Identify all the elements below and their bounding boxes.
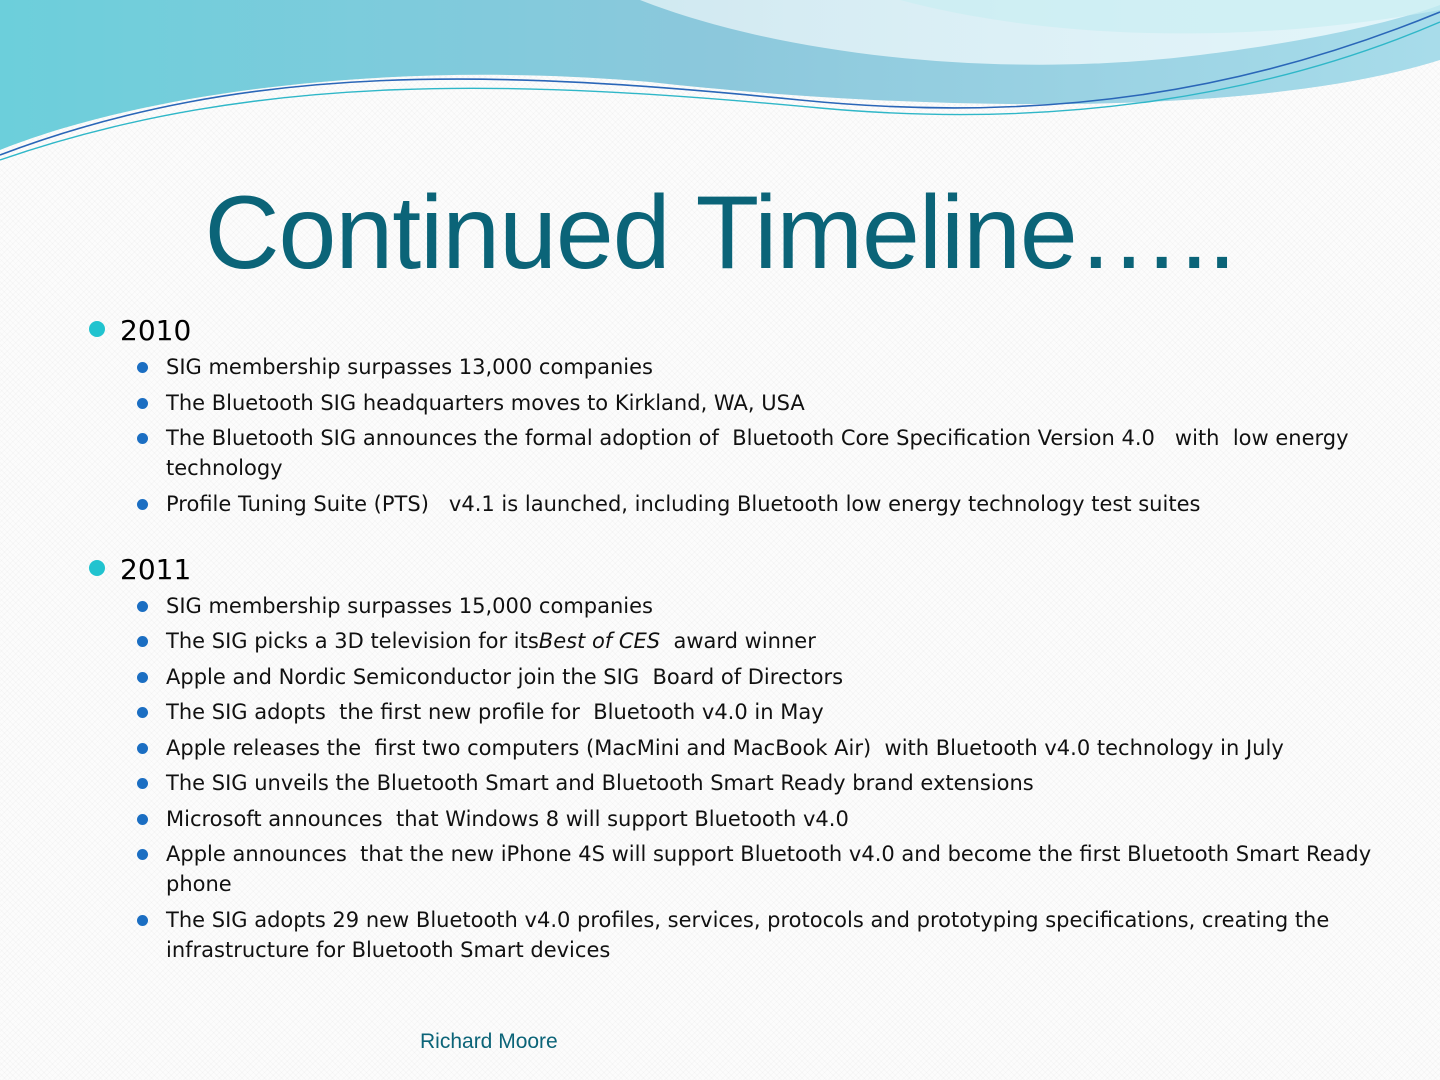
bullet-icon xyxy=(137,778,148,789)
slide-content xyxy=(86,310,1416,995)
section-2010 xyxy=(86,310,1416,519)
section-2011 xyxy=(86,549,1416,965)
list-item: SIG membership surpasses 15,000 companies xyxy=(166,591,1416,621)
bullet-icon xyxy=(137,915,148,926)
bullet-icon xyxy=(137,499,148,510)
bullet-icon xyxy=(89,321,105,337)
list-item: Microsoft announces that Windows 8 will support Bluetooth v4.0 xyxy=(166,804,1416,834)
list-item: Apple releases the first two computers (MacMini and MacBook Air) with Bluetooth v4.0 technology in July xyxy=(166,733,1416,763)
slide-title: Continued Timeline….. xyxy=(204,175,1236,291)
list-item: Apple announces that the new iPhone 4S will support Bluetooth v4.0 and become the first Bluetooth Smart Ready phone xyxy=(166,839,1416,899)
list-item: The SIG picks a 3D television for itsBest of CES award winner xyxy=(166,626,1416,656)
bullet-icon xyxy=(137,849,148,860)
list-item: The Bluetooth SIG announces the formal adoption of Bluetooth Core Specification Version 4.0 with low energy technology xyxy=(166,423,1416,483)
footer-author: Richard Moore xyxy=(420,1030,558,1053)
bullet-icon xyxy=(137,433,148,444)
year-heading: 2010 xyxy=(86,310,1416,352)
bullet-list xyxy=(86,352,1416,519)
list-item: Profile Tuning Suite (PTS) v4.1 is launched, including Bluetooth low energy technology test suites xyxy=(166,489,1416,519)
bullet-icon xyxy=(137,707,148,718)
bullet-icon xyxy=(137,362,148,373)
list-item: The SIG adopts the first new profile for Bluetooth v4.0 in May xyxy=(166,697,1416,727)
list-item: The SIG unveils the Bluetooth Smart and Bluetooth Smart Ready brand extensions xyxy=(166,768,1416,798)
bullet-icon xyxy=(137,814,148,825)
bullet-icon xyxy=(137,672,148,683)
bullet-icon xyxy=(137,601,148,612)
bullet-icon xyxy=(137,743,148,754)
list-item: SIG membership surpasses 13,000 companies xyxy=(166,352,1416,382)
bullet-icon xyxy=(89,560,105,576)
list-item: The SIG adopts 29 new Bluetooth v4.0 profiles, services, protocols and prototyping specifications, creating the infrastructure for Bluetooth Smart devices xyxy=(166,905,1416,965)
award-name: Best of CES xyxy=(538,629,661,653)
bullet-list xyxy=(86,591,1416,965)
list-item: Apple and Nordic Semiconductor join the SIG Board of Directors xyxy=(166,662,1416,692)
bullet-icon xyxy=(137,398,148,409)
year-heading: 2011 xyxy=(86,549,1416,591)
list-item: The Bluetooth SIG headquarters moves to Kirkland, WA, USA xyxy=(166,388,1416,418)
bullet-icon xyxy=(137,636,148,647)
